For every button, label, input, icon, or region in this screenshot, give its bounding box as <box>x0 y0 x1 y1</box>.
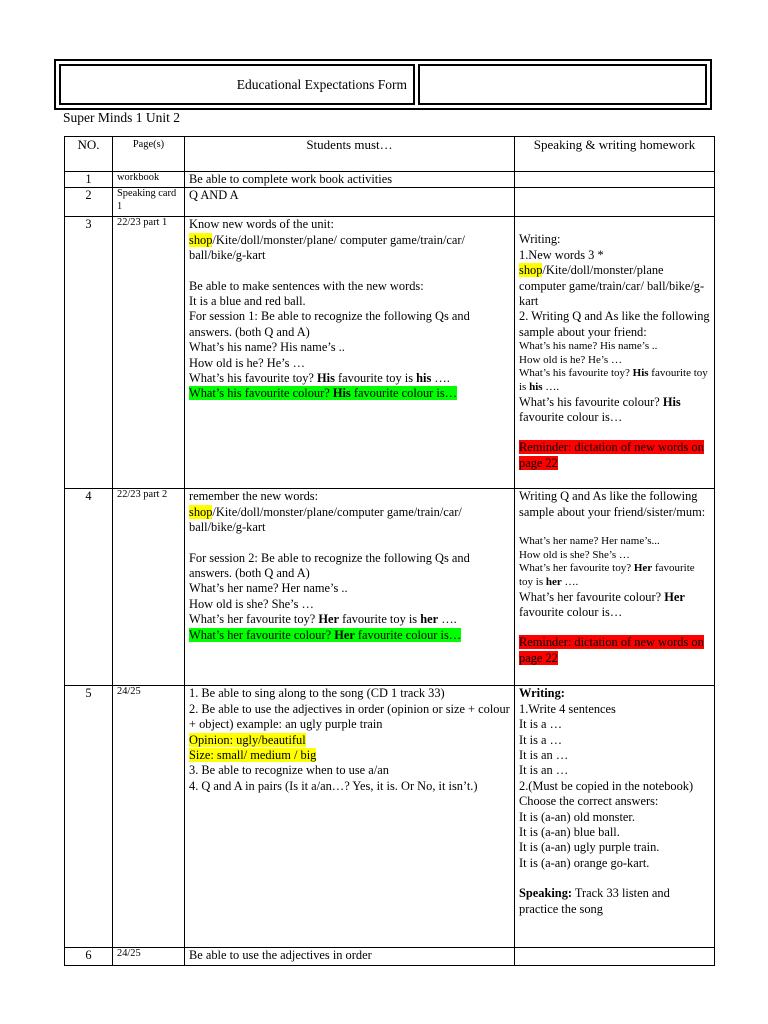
highlighted-line <box>189 386 457 400</box>
row-pages: workbook <box>113 172 185 188</box>
text-line: 4. Q and A in pairs (Is it a/an…? Yes, it is. Or No, it isn’t.) <box>189 778 478 793</box>
text-span: /Kite/doll/monster/plane/ computer game/train/car/ ball/bike/g-kart <box>189 232 465 263</box>
text-span: favourite colour is… <box>354 627 462 642</box>
text-line: What’s her name? Her name’s .. <box>189 581 348 596</box>
text-line: 2. Be able to use the adjectives in order (opinion or size + colour + object) example: an ugly purple train <box>189 701 510 732</box>
row-pages: 24/25 <box>113 686 185 948</box>
title-cell <box>59 64 415 105</box>
text-line: It is (a-an) ugly purple train. <box>519 840 660 855</box>
text-line <box>519 395 710 426</box>
row-number: 1 <box>65 172 113 188</box>
table-header-row <box>65 137 715 172</box>
text-line <box>519 590 710 621</box>
table-row <box>65 217 715 489</box>
expectations-table <box>64 136 715 966</box>
text-span: What’s his favourite colour? <box>519 394 663 409</box>
text-line: 2. Writing Q and As like the following sample about your friend: <box>519 309 710 339</box>
text-span: What’s her favourite colour? <box>519 589 665 604</box>
reminder-highlight: Reminder: dictation of new words on page 22 <box>519 440 704 470</box>
text-line: remember the new words: <box>189 489 319 504</box>
spacer <box>519 520 710 535</box>
bold-word: His <box>332 386 351 401</box>
text-line: How old is she? She’s … <box>189 596 314 611</box>
text-span: …. <box>431 371 450 386</box>
row-homework <box>515 188 715 217</box>
row-pages: Speaking card 1 <box>113 188 185 217</box>
sample-line: What’s her name? Her name’s... <box>519 535 660 548</box>
text-line <box>189 386 510 401</box>
text-line <box>189 748 510 763</box>
spacer <box>519 425 710 440</box>
text-span: favourite toy is <box>519 367 708 394</box>
reminder-highlight: Reminder: dictation of new words on page 22 <box>519 635 704 665</box>
text-line: 1. Be able to sing along to the song (CD 1 track 33) <box>189 686 445 701</box>
row-homework <box>515 172 715 188</box>
bold-word: Her <box>318 612 340 627</box>
row-homework <box>515 948 715 966</box>
text-line <box>519 886 710 917</box>
sample-line: How old is he? He’s … <box>519 353 622 366</box>
text-span: /Kite/doll/monster/plane computer game/train/car/ ball/bike/g-kart <box>519 263 705 309</box>
highlighted-line <box>189 628 461 642</box>
text-line: Choose the correct answers: <box>519 794 659 809</box>
text-line: Know new words of the unit: <box>189 217 334 232</box>
text-span: What’s his favourite colour? <box>189 386 333 401</box>
text-line <box>189 505 510 536</box>
text-line: For session 1: Be able to recognize the following Qs and answers. (both Q and A) <box>189 309 470 339</box>
row-homework <box>515 686 715 948</box>
sample-line: How old is she? She’s … <box>519 548 630 561</box>
text-span: …. <box>438 612 457 627</box>
row-number: 3 <box>65 217 113 489</box>
text-line <box>519 440 710 471</box>
text-span: What’s his favourite toy? <box>519 367 633 380</box>
row-number: 6 <box>65 948 113 966</box>
text-line <box>189 233 510 264</box>
text-line: Writing Q and As like the following sample about your friend/sister/mum: <box>519 489 706 519</box>
row-students-must <box>185 217 515 489</box>
text-line: It is an … <box>519 763 569 778</box>
bold-word: Her <box>633 562 653 575</box>
header-no: NO. <box>65 137 113 172</box>
row-number: 2 <box>65 188 113 217</box>
text-line: 2.(Must be copied in the notebook) <box>519 778 694 793</box>
text-line: 1.Write 4 sentences <box>519 701 616 716</box>
bold-word: her <box>545 576 562 588</box>
highlighted-line: Size: small/ medium / big <box>189 748 317 763</box>
text-line: Writing: <box>519 232 561 247</box>
row-students-must <box>185 489 515 686</box>
row-students-must: Be able to complete work book activities <box>185 172 515 188</box>
text-span: …. <box>542 381 560 394</box>
text-line: It is an … <box>519 748 569 763</box>
bold-word: His <box>632 367 649 380</box>
text-line: 1.New words 3 * <box>519 247 604 262</box>
text-span: favourite colour is… <box>519 605 623 619</box>
highlighted-word: shop <box>189 504 213 519</box>
text-line: It is (a-an) old monster. <box>519 809 635 824</box>
text-line <box>189 371 510 386</box>
text-line: Be able to make sentences with the new words: <box>189 278 424 293</box>
text-span: What’s her favourite toy? <box>189 612 319 627</box>
spacer <box>519 871 710 886</box>
text-line <box>189 628 510 643</box>
row-students-must: Q AND A <box>185 188 515 217</box>
highlighted-line: Opinion: ugly/beautiful <box>189 732 306 747</box>
title-box <box>54 59 712 110</box>
table-row <box>65 172 715 188</box>
text-line: It is (a-an) blue ball. <box>519 825 620 840</box>
row-homework <box>515 489 715 686</box>
text-span: …. <box>561 576 579 588</box>
text-line: It is (a-an) orange go-kart. <box>519 855 650 870</box>
text-line: It is a … <box>519 732 563 747</box>
text-line <box>189 612 510 627</box>
spacer <box>189 536 510 551</box>
text-span: What’s her favourite colour? <box>189 627 335 642</box>
row-number: 5 <box>65 686 113 948</box>
table-row <box>65 686 715 948</box>
text-span: favourite toy is <box>519 562 695 588</box>
spacer <box>189 264 510 279</box>
text-line: It is a … <box>519 717 563 732</box>
text-line: How old is he? He’s … <box>189 355 305 370</box>
table-row <box>65 489 715 686</box>
row-pages: 24/25 <box>113 948 185 966</box>
header-pages: Page(s) <box>113 137 185 172</box>
bold-word: His <box>662 394 681 409</box>
header-homework: Speaking & writing homework <box>515 137 715 172</box>
spacer <box>519 217 710 232</box>
row-number: 4 <box>65 489 113 686</box>
text-span: What’s her favourite toy? <box>519 562 634 575</box>
bold-word: His <box>317 371 335 386</box>
sample-line <box>519 367 710 394</box>
row-students-must <box>185 686 515 948</box>
bold-word: his <box>416 371 432 386</box>
row-students-must: Be able to use the adjectives in order <box>185 948 515 966</box>
text-line: It is a blue and red ball. <box>189 294 306 309</box>
bold-word: Speaking: <box>519 886 573 901</box>
text-line: What’s his name? His name’s .. <box>189 340 345 355</box>
text-line <box>519 263 710 309</box>
text-span: favourite toy is <box>339 612 421 627</box>
bold-word: Writing: <box>519 686 565 701</box>
row-homework <box>515 217 715 489</box>
text-line: For session 2: Be able to recognize the following Qs and answers. (both Q and A) <box>189 550 470 581</box>
bold-word: her <box>420 612 439 627</box>
text-line <box>519 686 710 701</box>
highlighted-word: shop <box>189 232 213 247</box>
bold-word: Her <box>334 627 355 642</box>
text-line <box>519 635 710 666</box>
sample-line <box>519 562 710 589</box>
text-span: What’s his favourite toy? <box>189 371 318 386</box>
spacer <box>519 620 710 635</box>
header-students-must: Students must… <box>185 137 515 172</box>
form-title: Educational Expectations Form <box>236 76 407 92</box>
text-span: Track 33 listen and practice the song <box>519 886 670 916</box>
text-span: favourite colour is… <box>519 410 623 425</box>
text-span: /Kite/doll/monster/plane/computer game/train/car/ ball/bike/g-kart <box>189 504 462 535</box>
text-line: 3. Be able to recognize when to use a/an <box>189 763 389 778</box>
row-pages: 22/23 part 1 <box>113 217 185 489</box>
table-row <box>65 948 715 966</box>
sample-line: What’s his name? His name’s .. <box>519 340 658 353</box>
bold-word: Her <box>664 589 685 604</box>
unit-subtitle: Super Minds 1 Unit 2 <box>63 110 181 125</box>
text-span: favourite toy is <box>334 371 417 386</box>
title-empty-cell <box>418 64 707 105</box>
highlighted-word: shop <box>519 263 543 278</box>
bold-word: his <box>529 381 543 394</box>
row-pages: 22/23 part 2 <box>113 489 185 686</box>
table-row <box>65 188 715 217</box>
text-line <box>189 733 510 748</box>
text-span: favourite colour is… <box>350 386 458 401</box>
